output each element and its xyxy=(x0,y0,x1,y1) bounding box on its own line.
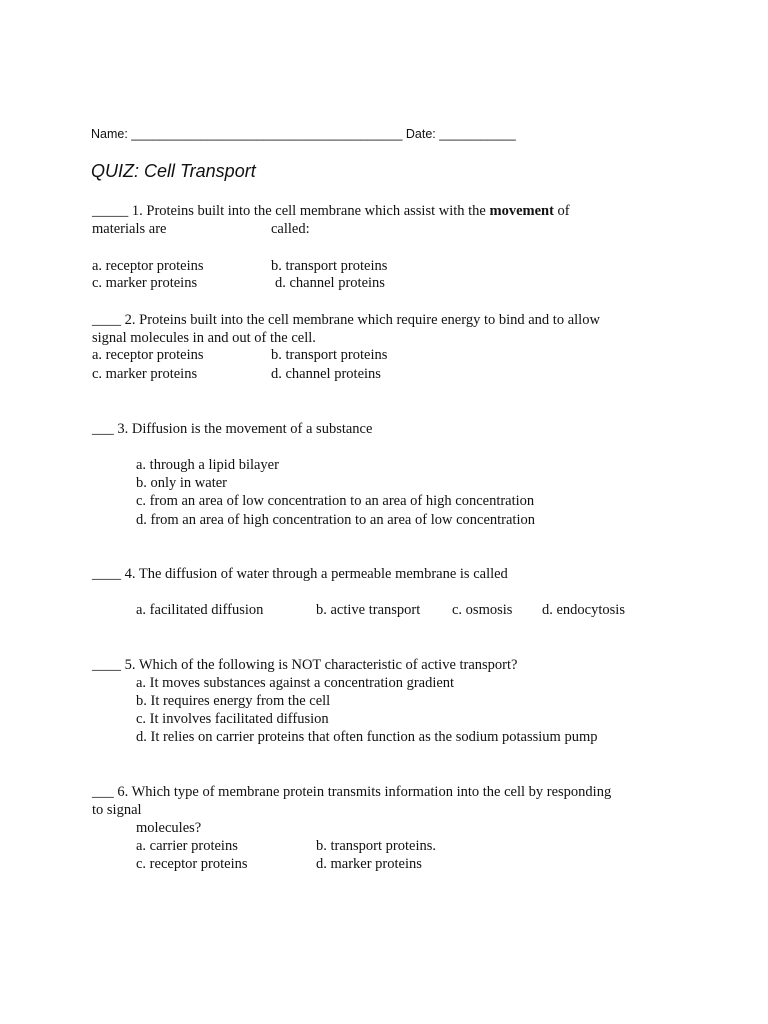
question-4-option-b: b. active transport xyxy=(316,602,421,618)
question-1-option-a: a. receptor proteins xyxy=(92,258,204,274)
question-4-stem: ____ 4. The diffusion of water through a permeable membrane is called xyxy=(92,566,508,582)
name-date-line: Name: _______________________________________ Date: ___________ xyxy=(91,127,516,141)
page-title: QUIZ: Cell Transport xyxy=(91,161,256,181)
question-3-option-a: a. through a lipid bilayer xyxy=(136,457,279,473)
question-1-line-1: _____ 1. Proteins built into the cell membrane which assist with the movement of xyxy=(92,203,570,219)
question-1-emphasis: movement xyxy=(489,203,554,219)
question-1-option-c: c. marker proteins xyxy=(92,275,198,291)
question-3-stem: ___ 3. Diffusion is the movement of a substance xyxy=(92,421,373,437)
question-6-line-3: molecules? xyxy=(136,820,202,836)
question-5-stem: ____ 5. Which of the following is NOT characteristic of active transport? xyxy=(92,657,518,673)
question-3-option-d: d. from an area of high concentration to an area of low concentration xyxy=(136,512,535,528)
question-6-option-c: c. receptor proteins xyxy=(136,856,248,872)
question-2-line-2: signal molecules in and out of the cell. xyxy=(92,330,316,346)
question-6-line-1: ___ 6. Which type of membrane protein transmits information into the cell by responding xyxy=(92,784,612,800)
question-2-option-c: c. marker proteins xyxy=(92,366,198,382)
question-4-option-d: d. endocytosis xyxy=(542,602,625,618)
question-5-option-c: c. It involves facilitated diffusion xyxy=(136,711,329,727)
question-6-option-b: b. transport proteins. xyxy=(316,838,437,854)
question-3-option-b: b. only in water xyxy=(136,475,228,491)
question-1-option-b: b. transport proteins xyxy=(271,258,388,274)
question-1-option-d: d. channel proteins xyxy=(275,275,385,291)
question-5-option-b: b. It requires energy from the cell xyxy=(136,693,331,709)
question-1-line-2a: materials are xyxy=(92,221,167,237)
question-2-option-d: d. channel proteins xyxy=(271,366,381,382)
question-1-line-2b: called: xyxy=(271,221,310,237)
question-5-option-d: d. It relies on carrier proteins that often function as the sodium potassium pump xyxy=(136,729,598,745)
question-5-option-a: a. It moves substances against a concentration gradient xyxy=(136,675,455,691)
question-2-line-1: ____ 2. Proteins built into the cell membrane which require energy to bind and to allow xyxy=(92,312,600,328)
question-4-option-a: a. facilitated diffusion xyxy=(136,602,264,618)
question-2-option-a: a. receptor proteins xyxy=(92,347,204,363)
question-3-option-c: c. from an area of low concentration to an area of high concentration xyxy=(136,493,535,509)
question-4-option-c: c. osmosis xyxy=(452,602,513,618)
question-6-line-2: to signal xyxy=(92,802,142,818)
question-6-option-d: d. marker proteins xyxy=(316,856,422,872)
question-2-option-b: b. transport proteins xyxy=(271,347,388,363)
question-6-option-a: a. carrier proteins xyxy=(136,838,238,854)
